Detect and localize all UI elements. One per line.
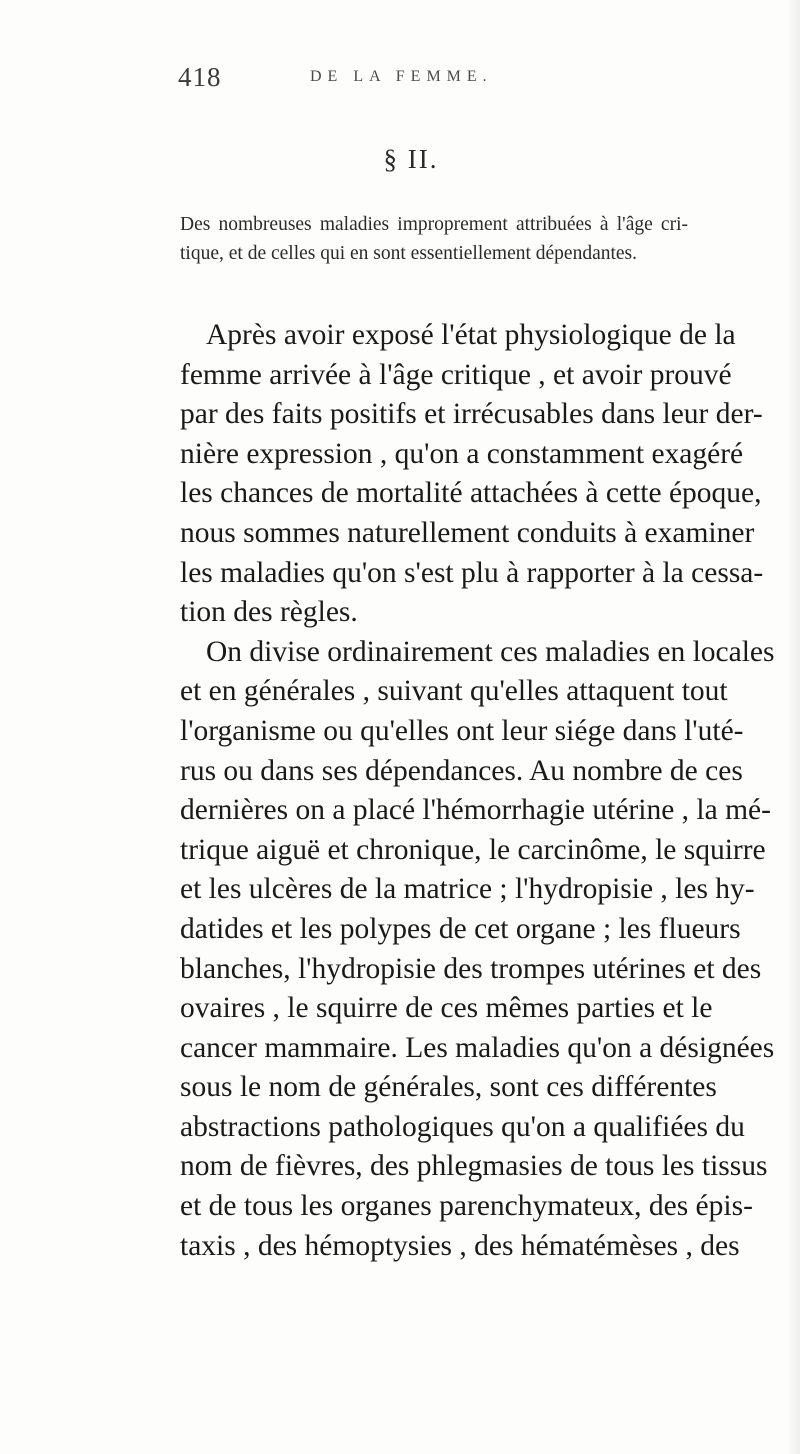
text-line: abstractions pathologiques qu'on a qualifiées du [180,1110,745,1143]
text-line: ovaires , le squirre de ces mêmes parties et le [180,992,713,1025]
text-line: et les ulcères de la matrice ; l'hydropisie , les hy- [180,873,755,906]
text-line: datides et les polypes de cet organe ; les flueurs [180,912,741,945]
text-line: les maladies qu'on s'est plu à rapporter à la cessa- [180,556,764,589]
text-line: femme arrivée à l'âge critique , et avoir prouvé [180,358,732,391]
summary-line: Des nombreuses maladies improprement attribuées à l'âge cri- [180,214,688,235]
text-line: et en générales , suivant qu'elles attaquent tout [180,675,728,708]
running-head [0,62,800,92]
paragraph [180,633,775,1267]
text-line: blanches, l'hydropisie des trompes utérines et des [180,952,762,985]
paragraph [180,316,764,633]
text-line: nom de fièvres, des phlegmasies de tous les tissus [180,1150,768,1183]
text-line: sous le nom de générales, sont ces différentes [180,1071,717,1104]
text-line: par des faits positifs et irrécusables dans leur der- [180,398,763,431]
body-text [180,316,775,1266]
running-title: DE LA FEMME. [310,68,493,85]
text-line: et de tous les organes parenchymateux, des épis- [180,1190,753,1223]
section-heading: § II. [383,144,439,174]
text-line: trique aiguë et chronique, le carcinôme, le squirre [180,833,766,866]
page-number: 418 [178,62,222,92]
text-line: nous sommes naturellement conduits à examiner [180,516,755,549]
text-line: rus ou dans ses dépendances. Au nombre de ces [180,754,743,787]
text-line: l'organisme ou qu'elles ont leur siége dans l'uté- [180,714,744,747]
page-edge-shadow [786,0,800,1454]
text-line: taxis , des hémoptysies , des hématémèses , des [180,1229,740,1262]
text-line: tion des règles. [180,596,358,629]
text-line: dernières on a placé l'hémorrhagie utérine , la mé- [180,794,771,827]
text-line: cancer mammaire. Les maladies qu'on a désignées [180,1031,775,1064]
section-summary [180,210,688,268]
text-line: Après avoir exposé l'état physiologique de la [206,319,736,351]
summary-line: tique, et de celles qui en sont essentiellement dépendantes. [180,243,638,264]
text-line: nière expression , qu'on a constamment exagéré [180,437,744,470]
text-line: On divise ordinairement ces maladies en locales [206,635,775,668]
text-line: les chances de mortalité attachées à cette époque, [180,477,762,510]
